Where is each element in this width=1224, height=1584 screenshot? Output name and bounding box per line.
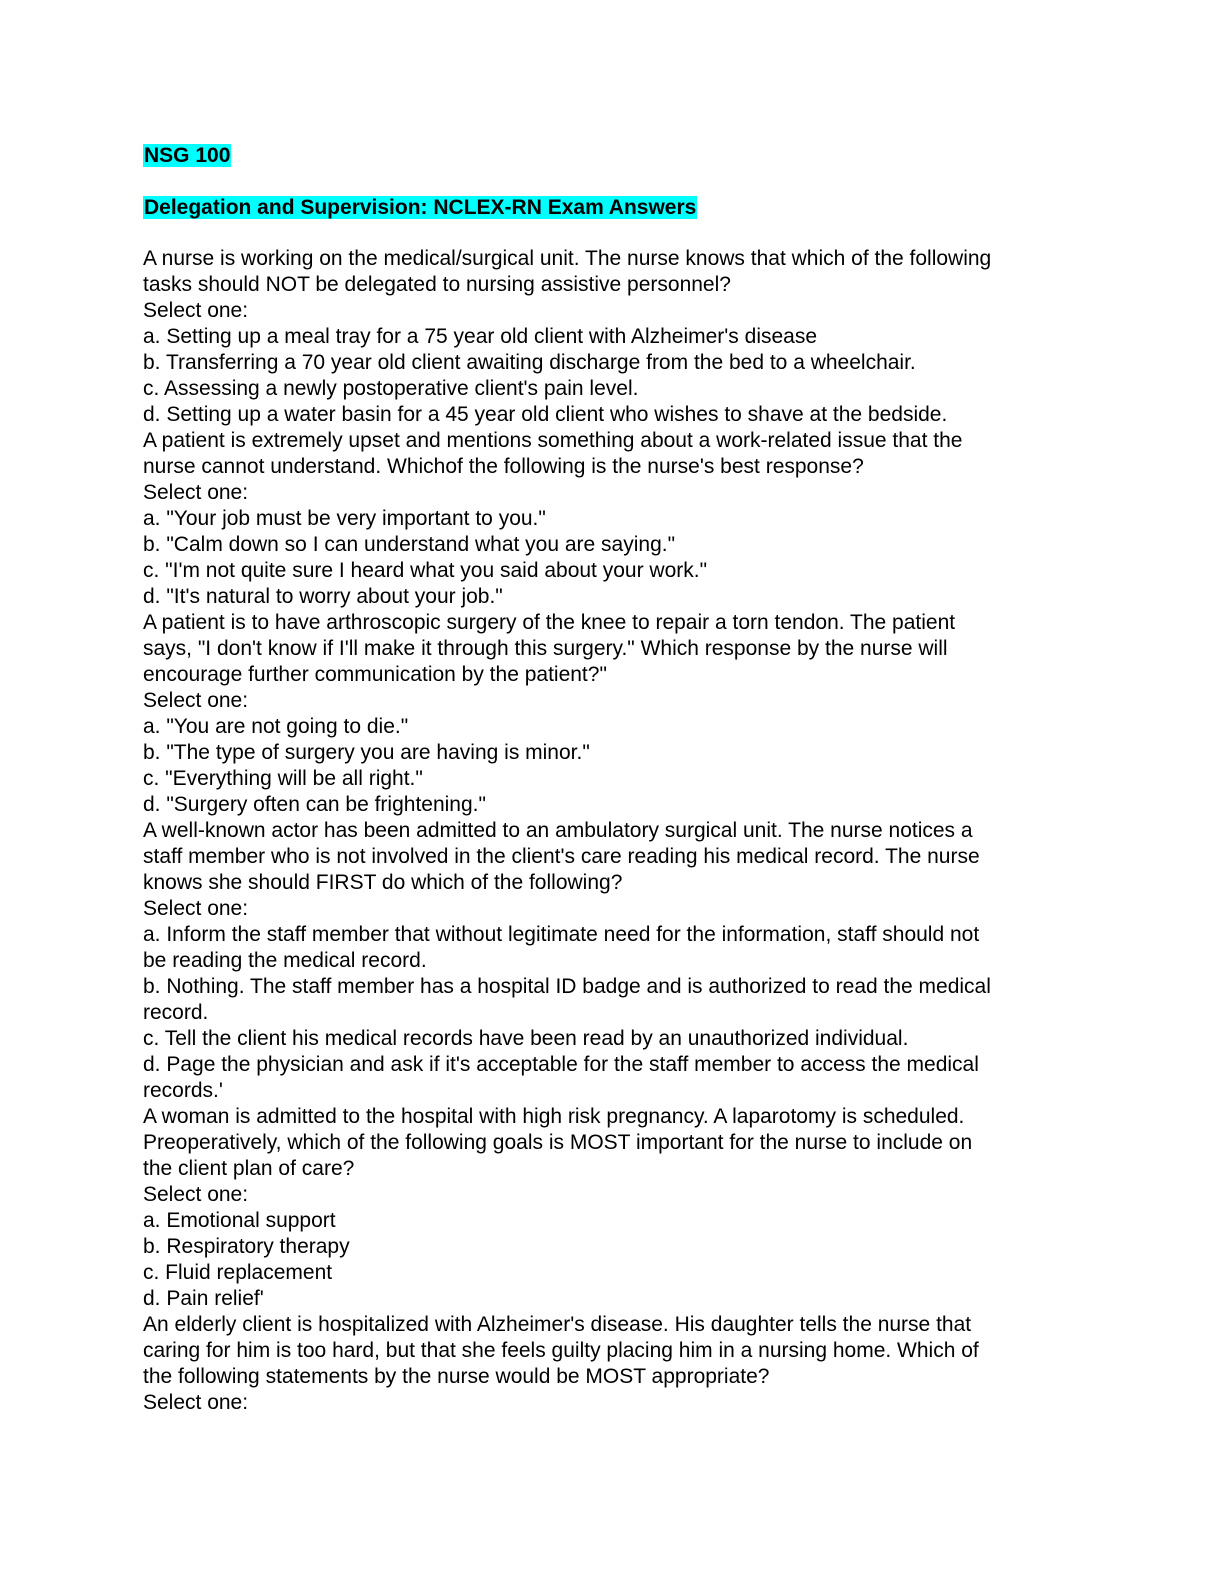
select-one-label: Select one: (143, 299, 249, 322)
answer-option: a. Emotional support (143, 1209, 336, 1232)
question-text-line: be reading the medical record. (143, 949, 427, 972)
document-title-row (143, 194, 1093, 222)
question-text-line: the client plan of care? (143, 1157, 355, 1180)
select-one-label: Select one: (143, 689, 249, 712)
answer-option: b. Transferring a 70 year old client awaiting discharge from the bed to a wheelchair. (143, 351, 916, 374)
select-one-label: Select one: (143, 1391, 249, 1414)
answer-option: b. Respiratory therapy (143, 1235, 350, 1258)
page-content (143, 142, 1093, 1416)
answer-option: a. "You are not going to die." (143, 715, 409, 738)
answer-option: c. "Everything will be all right." (143, 767, 423, 790)
question-text-line: A woman is admitted to the hospital with high risk pregnancy. A laparotomy is scheduled. (143, 1105, 965, 1128)
question-text-line: A patient is extremely upset and mentions something about a work-related issue that the (143, 429, 963, 452)
question-text-line: encourage further communication by the patient?" (143, 663, 607, 686)
answer-option: c. "I'm not quite sure I heard what you said about your work." (143, 559, 708, 582)
question-text-line: An elderly client is hospitalized with Alzheimer's disease. His daughter tells the nurse that (143, 1313, 972, 1336)
answer-option: b. Nothing. The staff member has a hospital ID badge and is authorized to read the medical (143, 975, 991, 998)
question-list (143, 246, 1093, 1416)
answer-option: d. Page the physician and ask if it's acceptable for the staff member to access the medical (143, 1053, 979, 1076)
question-text-line: staff member who is not involved in the client's care reading his medical record. The nurse (143, 845, 980, 868)
answer-option: d. Pain relief' (143, 1287, 264, 1310)
question-text-line: tasks should NOT be delegated to nursing assistive personnel? (143, 273, 731, 296)
document-title: Delegation and Supervision: NCLEX-RN Exam Answers (144, 196, 697, 219)
course-heading (143, 142, 1093, 170)
question-text-line: says, "I don't know if I'll make it through this surgery." Which response by the nurse will (143, 637, 948, 660)
question-text-line: the following statements by the nurse would be MOST appropriate? (143, 1365, 770, 1388)
question-text-line: records.' (143, 1079, 223, 1102)
select-one-label: Select one: (143, 897, 249, 920)
question-text-line: A nurse is working on the medical/surgical unit. The nurse knows that which of the following (143, 247, 992, 270)
question-text-line: knows she should FIRST do which of the following? (143, 871, 623, 894)
select-one-label: Select one: (143, 1183, 249, 1206)
answer-option: a. Inform the staff member that without legitimate need for the information, staff should not (143, 923, 980, 946)
answer-option: d. "Surgery often can be frightening." (143, 793, 486, 816)
question-text-line: A patient is to have arthroscopic surgery of the knee to repair a torn tendon. The patient (143, 611, 956, 634)
answer-option: b. "The type of surgery you are having is minor." (143, 741, 590, 764)
answer-option: d. Setting up a water basin for a 45 year old client who wishes to shave at the bedside. (143, 403, 948, 426)
question-text-line: A well-known actor has been admitted to an ambulatory surgical unit. The nurse notices a (143, 819, 973, 842)
course-code: NSG 100 (144, 144, 231, 167)
answer-option: a. "Your job must be very important to you." (143, 507, 546, 530)
select-one-label: Select one: (143, 481, 249, 504)
question-text-line: record. (143, 1001, 209, 1024)
question-text-line: Preoperatively, which of the following goals is MOST important for the nurse to include on (143, 1131, 973, 1154)
answer-option: d. "It's natural to worry about your job." (143, 585, 503, 608)
answer-option: c. Assessing a newly postoperative client's pain level. (143, 377, 639, 400)
answer-option: a. Setting up a meal tray for a 75 year old client with Alzheimer's disease (143, 325, 818, 348)
answer-option: c. Fluid replacement (143, 1261, 333, 1284)
question-text-line: nurse cannot understand. Whichof the following is the nurse's best response? (143, 455, 864, 478)
answer-option: c. Tell the client his medical records have been read by an unauthorized individual. (143, 1027, 909, 1050)
question-text-line: caring for him is too hard, but that she feels guilty placing him in a nursing home. Which of (143, 1339, 979, 1362)
answer-option: b. "Calm down so I can understand what you are saying." (143, 533, 676, 556)
